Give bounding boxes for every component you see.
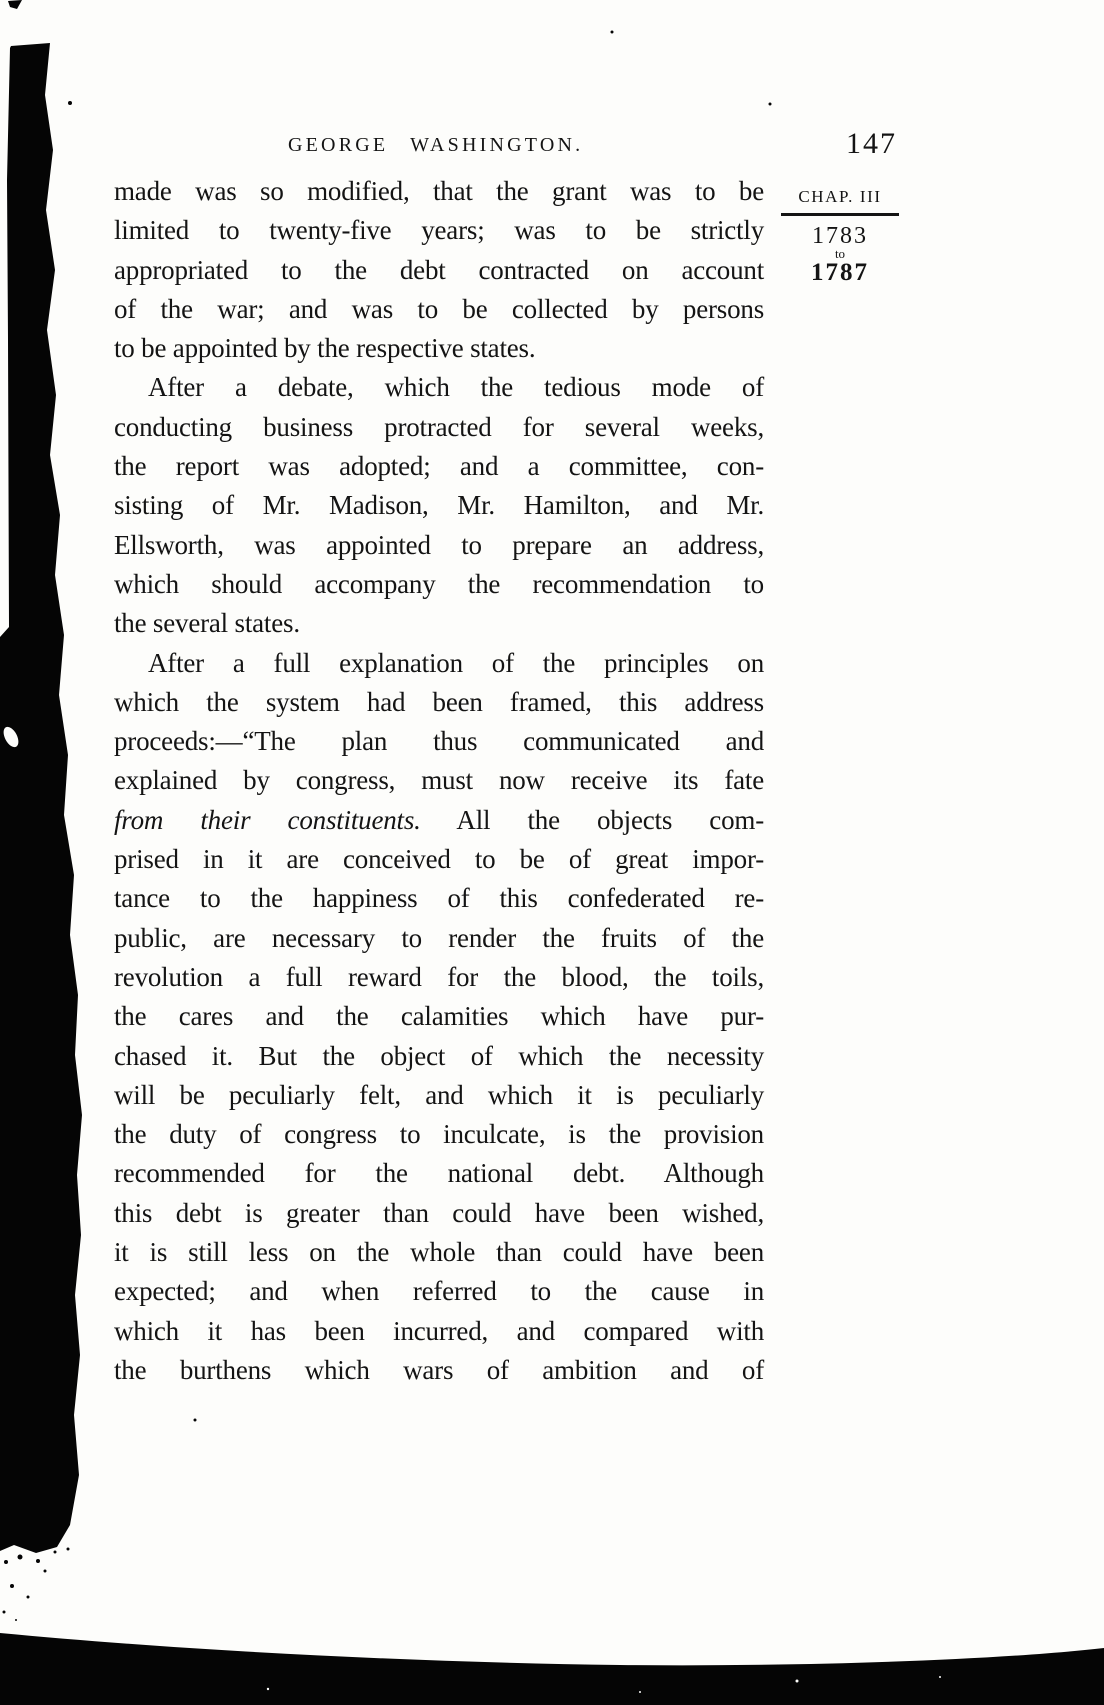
text-line: proceeds:—“The plan thus communicated and xyxy=(114,726,764,757)
text-line: prised in it are conceived to be of great impor- xyxy=(114,844,764,875)
margin-rule xyxy=(781,213,899,216)
text-line: recommended for the national debt. Although xyxy=(114,1158,764,1189)
year-connector: to xyxy=(834,246,846,261)
italic-phrase: from their constituents. xyxy=(114,804,421,835)
text-line: expected; and when referred to the cause in xyxy=(114,1276,764,1307)
chapter-label: CHAP. III xyxy=(798,187,882,206)
text-line: the duty of congress to inculcate, is the provision xyxy=(114,1119,764,1150)
text-line: tance to the happiness of this confederated re- xyxy=(114,883,764,914)
year-to: 1787 xyxy=(811,259,869,286)
text-line: After a debate, which the tedious mode of xyxy=(148,372,764,403)
chapter-margin-note xyxy=(781,187,899,286)
text-line: this debt is greater than could have been wished, xyxy=(114,1197,764,1228)
text-line: the cares and the calamities which have pur- xyxy=(114,1001,764,1032)
line-text: All the objects com- xyxy=(456,804,764,835)
text-line: which it has been incurred, and compared with xyxy=(114,1315,764,1346)
text-line: chased it. But the object of which the necessity xyxy=(114,1040,764,1071)
text-line: limited to twenty-five years; was to be strictly xyxy=(114,215,764,246)
text-line: the several states. xyxy=(114,608,300,639)
text-line: explained by congress, must now receive its fate xyxy=(114,765,764,796)
text-line xyxy=(114,801,764,840)
text-line: appropriated to the debt contracted on account xyxy=(114,254,764,285)
text-line: public, are necessary to render the fruits of the xyxy=(114,922,764,953)
page-number: 147 xyxy=(846,127,897,160)
text-line: to be appointed by the respective states. xyxy=(114,333,536,364)
text-line: After a full explanation of the principles on xyxy=(148,647,764,678)
body-text xyxy=(114,172,764,1390)
text-line: the burthens which wars of ambition and of xyxy=(114,1354,764,1385)
text-line: Ellsworth, was appointed to prepare an address, xyxy=(114,529,764,560)
text-line: the report was adopted; and a committee, con- xyxy=(114,451,764,482)
text-line: which should accompany the recommendation to xyxy=(114,568,764,599)
text-line: which the system had been framed, this address xyxy=(114,686,764,717)
text-line: made was so modified, that the grant was to be xyxy=(114,176,764,206)
text-line: sisting of Mr. Madison, Mr. Hamilton, and Mr. xyxy=(114,490,764,521)
text-line: revolution a full reward for the blood, the toils, xyxy=(114,961,764,992)
binding-shadow-artifact xyxy=(0,0,110,1705)
text-line: of the war; and was to be collected by persons xyxy=(114,293,764,324)
year-from: 1783 xyxy=(812,223,868,249)
text-line: will be peculiarly felt, and which it is peculiarly xyxy=(114,1079,764,1110)
text-line: conducting business protracted for several weeks, xyxy=(114,411,764,442)
running-title: GEORGE WASHINGTON. xyxy=(288,134,584,156)
text-line: it is still less on the whole than could have been xyxy=(114,1237,764,1268)
